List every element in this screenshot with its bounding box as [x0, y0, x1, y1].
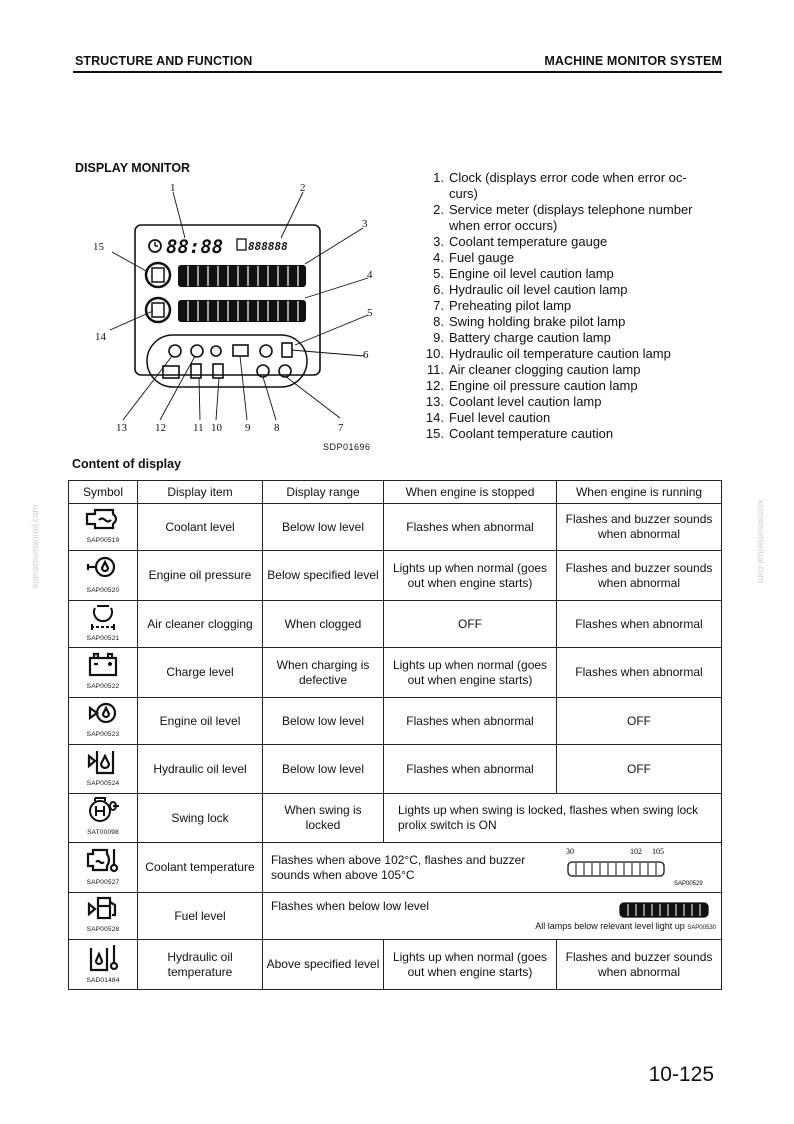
display-range: When swing is locked	[263, 794, 384, 843]
engine-oil-pressure-icon	[83, 554, 123, 582]
symbol-cell: SAD01484	[69, 940, 138, 990]
table-row	[69, 648, 722, 698]
symbol-cell: SAP00522	[69, 648, 138, 698]
symbol-cell: SAP00521	[69, 601, 138, 648]
engine-state-merged: Lights up when swing is locked, flashes when swing lock prolix switch is ON	[384, 794, 722, 843]
engine-stopped: Lights up when normal (goes out when engine starts)	[384, 551, 557, 601]
callout-1: 1	[170, 182, 176, 194]
bar-label-105: 105	[652, 846, 664, 856]
table-row	[69, 940, 722, 990]
symbol-cell: SAP00519	[69, 504, 138, 551]
engine-running: OFF	[557, 698, 722, 745]
legend-item: 2. Service meter (displays telephone number	[433, 202, 693, 217]
symbol-cell: SAP00520	[69, 551, 138, 601]
engine-stopped: Lights up when normal (goes out when engine starts)	[384, 648, 557, 698]
callout-5: 5	[367, 307, 373, 319]
table-row	[69, 745, 722, 794]
display-item: Coolant level	[138, 504, 263, 551]
callout-11: 11	[193, 422, 204, 434]
legend-item: 6. Hydraulic oil level caution lamp	[433, 282, 628, 297]
engine-running: Flashes and buzzer sounds when abnormal	[557, 940, 722, 990]
engine-stopped: OFF	[384, 601, 557, 648]
coolant-temp-bargraph	[558, 846, 718, 890]
section-title: DISPLAY MONITOR	[75, 161, 191, 175]
callout-6: 6	[363, 349, 369, 361]
display-item: Hydraulic oil temperature	[138, 940, 263, 990]
battery-charge-icon	[83, 652, 123, 678]
table-header-row	[69, 481, 722, 504]
watermark-right: komatsumanual.com	[756, 500, 766, 584]
legend-item: 4. Fuel gauge	[433, 250, 515, 265]
symbol-cell: SAP00528	[69, 893, 138, 940]
legend-list	[420, 170, 730, 442]
col-header-item: Display item	[138, 481, 263, 504]
engine-running: Flashes and buzzer sounds when abnormal	[557, 551, 722, 601]
display-range: When charging is defective	[263, 648, 384, 698]
legend-item: 11. Air cleaner clogging caution lamp	[426, 362, 641, 377]
engine-running: Flashes when abnormal	[557, 601, 722, 648]
air-cleaner-icon	[83, 602, 123, 630]
display-range: Below low level	[263, 745, 384, 794]
coolant-temperature-icon	[83, 846, 123, 874]
lcd-service-meter: 888888	[248, 240, 288, 253]
legend-item: 8. Swing holding brake pilot lamp	[433, 314, 626, 329]
col-header-symbol: Symbol	[69, 481, 138, 504]
watermark-left: komatsumanual.com	[30, 505, 40, 589]
display-range: When clogged	[263, 601, 384, 648]
callout-7: 7	[338, 422, 344, 434]
coolant-level-icon	[83, 506, 123, 532]
table-row	[69, 893, 722, 940]
symbol-cell: SAP00527	[69, 843, 138, 893]
legend-item: 1. Clock (displays error code when error oc-	[433, 170, 687, 185]
display-monitor-illustration	[85, 180, 385, 455]
legend-item: 12. Engine oil pressure caution lamp	[425, 378, 638, 393]
legend-item: 7. Preheating pilot lamp	[433, 298, 572, 313]
display-item: Air cleaner clogging	[138, 601, 263, 648]
header-right: MACHINE MONITOR SYSTEM	[544, 54, 722, 68]
legend-item: 10. Hydraulic oil temperature caution lamp	[425, 346, 671, 361]
coolant-temp-note: Flashes when above 102°C, flashes and buzzer sounds when above 105°C	[271, 852, 526, 882]
legend-item: curs)	[449, 186, 478, 201]
fuel-bar-code: SAP00530	[687, 924, 716, 931]
table-row	[69, 794, 722, 843]
display-item: Engine oil pressure	[138, 551, 263, 601]
fuel-level-note: Flashes when below low level	[271, 898, 430, 913]
legend-item: 14. Fuel level caution	[425, 410, 551, 425]
display-monitor-diagram	[85, 180, 385, 455]
header-rule	[73, 71, 722, 73]
callout-3: 3	[362, 218, 368, 230]
display-item: Swing lock	[138, 794, 263, 843]
display-item: Coolant temperature	[138, 843, 263, 893]
symbol-cell: SAT00098	[69, 794, 138, 843]
col-header-range: Display range	[263, 481, 384, 504]
display-range: Below low level	[263, 698, 384, 745]
legend-item: 9. Battery charge caution lamp	[433, 330, 611, 345]
legend-item: 13. Coolant level caution lamp	[425, 394, 602, 409]
callout-12: 12	[155, 422, 166, 434]
engine-stopped: Lights up when normal (goes out when engine starts)	[384, 940, 557, 990]
display-range: Below specified level	[263, 551, 384, 601]
fuel-level-bargraph	[606, 899, 718, 921]
fuel-bar-note: All lamps below relevant level light up	[535, 920, 685, 931]
diagram-code: SDP01696	[323, 442, 371, 452]
display-item: Charge level	[138, 648, 263, 698]
display-item: Fuel level	[138, 893, 263, 940]
display-range: Below low level	[263, 504, 384, 551]
header-left: STRUCTURE AND FUNCTION	[75, 54, 253, 68]
bar-label-30: 30	[566, 846, 574, 856]
swing-lock-icon	[83, 796, 123, 824]
callout-15: 15	[93, 241, 104, 253]
callout-9: 9	[245, 422, 251, 434]
lcd-clock: 88:88	[166, 236, 224, 258]
legend-item: 3. Coolant temperature gauge	[433, 234, 608, 249]
engine-running: Flashes and buzzer sounds when abnormal	[557, 504, 722, 551]
callout-14: 14	[95, 331, 106, 343]
engine-stopped: Flashes when abnormal	[384, 745, 557, 794]
table-row	[69, 504, 722, 551]
table-row	[69, 601, 722, 648]
symbol-cell: SAP00523	[69, 698, 138, 745]
symbol-cell: SAP00524	[69, 745, 138, 794]
bar-label-102: 102	[630, 846, 642, 856]
content-title: Content of display	[72, 457, 182, 471]
callout-8: 8	[274, 422, 280, 434]
bargraph-code: SAP00529	[674, 880, 703, 887]
display-range: Above specified level	[263, 940, 384, 990]
table-row	[69, 551, 722, 601]
callout-2: 2	[300, 182, 306, 194]
hydraulic-oil-level-icon	[83, 747, 123, 775]
page-number: 10-125	[648, 1063, 714, 1086]
engine-running: Flashes when abnormal	[557, 648, 722, 698]
engine-running: OFF	[557, 745, 722, 794]
display-content-table	[68, 480, 722, 990]
engine-state-merged	[263, 893, 722, 940]
callout-4: 4	[367, 269, 373, 281]
engine-stopped: Flashes when abnormal	[384, 504, 557, 551]
col-header-stopped: When engine is stopped	[384, 481, 557, 504]
callout-13: 13	[116, 422, 127, 434]
engine-stopped: Flashes when abnormal	[384, 698, 557, 745]
fuel-level-icon	[83, 895, 123, 921]
table-row	[69, 698, 722, 745]
display-item: Hydraulic oil level	[138, 745, 263, 794]
engine-state-merged	[263, 843, 722, 893]
legend-item: 5. Engine oil level caution lamp	[433, 266, 614, 281]
callout-10: 10	[211, 422, 222, 434]
engine-oil-level-icon	[83, 700, 123, 726]
legend-item: 15. Coolant temperature caution	[425, 426, 614, 441]
table-row	[69, 843, 722, 893]
col-header-running: When engine is running	[557, 481, 722, 504]
display-item: Engine oil level	[138, 698, 263, 745]
legend-item: when error occurs)	[449, 218, 558, 233]
hydraulic-oil-temperature-icon	[83, 942, 123, 972]
